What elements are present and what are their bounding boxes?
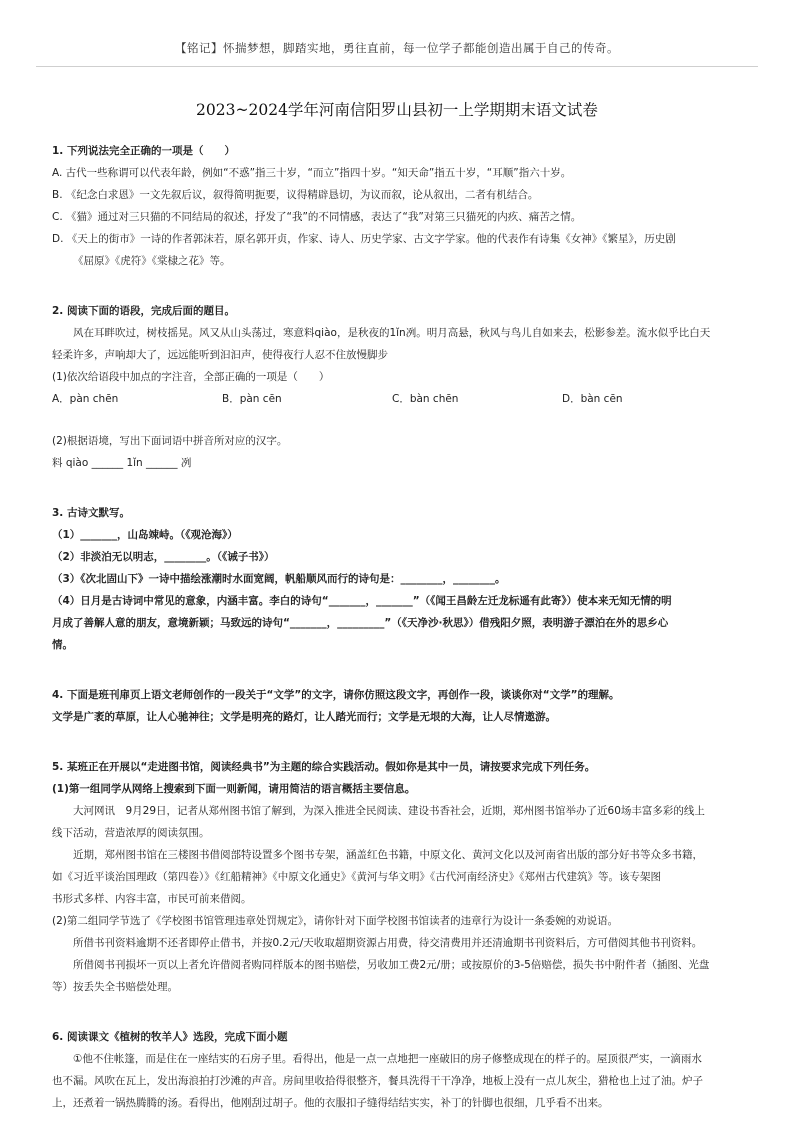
- q2-pinyin-blanks: 料 qiào ______ 1ǐn ______ 冽: [52, 457, 192, 469]
- q3-item-4: （4）日月是古诗词中常见的意象，内涵丰富。李白的诗句“_______，_______”（《闻王昌龄左迁龙标遥有此寄》）使本来无知无情的明: [52, 595, 672, 607]
- question-2-heading: 2. 阅读下面的语段，完成后面的题目。: [52, 305, 235, 317]
- q4-sample-text: 文学是广袤的草原，让人心驰神往；文学是明亮的路灯，让人踏光而行；文学是无垠的大海，让人尽情遨游。: [52, 711, 556, 723]
- q5-rule-2-continued: 等）按丢失全书赔偿处理。: [52, 981, 178, 993]
- question-1-heading: 1. 下列说法完全正确的一项是（ ）: [52, 145, 235, 157]
- question-2: [52, 300, 742, 474]
- q3-item-4-end: 情。: [52, 639, 73, 651]
- q5-subquestion-1: (1)第一组同学从网络上搜索到下面一则新闻，请用简洁的语言概括主要信息。: [52, 783, 416, 795]
- q2-option-a: A．pàn chēn: [52, 393, 119, 405]
- q3-item-4-continued: 月成了善解人意的朋友，意境新颖；马致远的诗句“_______，_________”（《天净沙·秋思》）借残阳夕照，表明游子漂泊在外的思乡心: [52, 617, 669, 629]
- q3-item-1: （1）_______，山岛竦峙。（《观沧海》）: [52, 529, 238, 541]
- question-4: [52, 684, 742, 728]
- question-6: [52, 1026, 742, 1114]
- q2-option-b: B．pàn cēn: [222, 393, 282, 405]
- q1-option-d: D. 《天上的街市》一诗的作者郭沫若，原名郭开贞，作家、诗人、历史学家、古文字学家。他的代表作有诗集《女神》《繁星》，历史剧: [52, 233, 676, 245]
- page-title: 2023~2024学年河南信阳罗山县初一上学期期末语文试卷: [196, 101, 598, 119]
- q1-option-d-continued: 《屈原》《虎符》《棠棣之花》等。: [73, 255, 231, 267]
- question-5-heading: 5. 某班正在开展以“走进图书馆，阅读经典书”为主题的综合实践活动。假如你是其中一员，请按要求完成下列任务。: [52, 761, 596, 773]
- question-5: [52, 756, 742, 998]
- q3-item-2: （2）非淡泊无以明志，________。（《诫子书》）: [52, 551, 275, 563]
- q1-option-c: C. 《猫》通过对三只猫的不同结局的叙述，抒发了“我”的不同情感，表达了“我”对第三只猫死的内疚、痛苦之情。: [52, 211, 582, 223]
- q5-news-para-1-continued: 线下活动，营造浓厚的阅读氛围。: [52, 827, 210, 839]
- q6-passage-line-2: 也不漏。风吹在瓦上，发出海浪拍打沙滩的声音。房间里收拾得很整齐，餐具洗得干干净净，地板上没有一点儿灰尘，猎枪也上过了油。炉子: [52, 1075, 703, 1087]
- q5-news-para-1: 大河网讯 9月29日，记者从郑州图书馆了解到，为深入推进全民阅读、建设书香社会，近期，郑州图书馆举办了近60场丰富多彩的线上: [73, 805, 705, 817]
- q2-passage-line-1: 风在耳畔吹过，树枝摇晃。风又从山头荡过，寒意料qiào，是秋夜的1ǐn冽。明月高悬，秋风与鸟儿自如来去，松影参差。流水似乎比白天: [73, 327, 711, 339]
- q2-options: [52, 388, 742, 410]
- q3-item-3: （3）《次北固山下》一诗中描绘涨潮时水面宽阔，帆船顺风而行的诗句是：________，________。: [52, 573, 506, 585]
- q5-news-para-2: 近期，郑州图书馆在三楼图书借阅部特设置多个图书专架，涵盖红色书籍，中原文化、黄河文化以及河南省出版的部分好书等众多书籍，: [73, 849, 703, 861]
- q1-option-a: A. 古代一些称谓可以代表年龄，例如“不惑”指三十岁，“而立”指四十岁。“知天命”指五十岁，“耳顺”指六十岁。: [52, 167, 572, 179]
- q5-news-para-2-continued: 如《习近平谈治国理政（第四卷）》《红船精神》《中原文化通史》《黄河与华文明》《古代河南经济史》《郑州古代建筑》等。该专架图: [52, 871, 661, 883]
- q5-subquestion-2: (2)第二组同学节选了《学校图书馆管理违章处罚规定》，请你针对下面学校图书馆读者的违章行为设计一条委婉的劝说语。: [52, 915, 619, 927]
- question-4-heading: 4. 下面是班刊扉页上语文老师创作的一段关于“文学”的文字，请你仿照这段文字，再创作一段，谈谈你对“文学”的理解。: [52, 689, 620, 701]
- q2-subquestion-1: (1)依次给语段中加点的字注音，全部正确的一项是（ ）: [52, 371, 330, 383]
- exam-content: [52, 140, 742, 1114]
- q1-option-b: B. 《纪念白求恩》一文先叙后议，叙得简明扼要，议得精辟恳切，为议而叙，论从叙出，二者有机结合。: [52, 189, 539, 201]
- header-divider: [36, 66, 758, 67]
- q2-option-c: C．bàn chēn: [392, 393, 459, 405]
- question-3-heading: 3. 古诗文默写。: [52, 507, 130, 519]
- q2-subquestion-2: (2)根据语境，写出下面词语中拼音所对应的汉字。: [52, 435, 288, 447]
- question-3: [52, 502, 742, 656]
- q2-passage-line-2: 轻柔许多，声响却大了，远远能听到汩汩声，使得夜行人忍不住放慢脚步: [52, 349, 388, 361]
- q5-news-para-2-end: 书形式多样、内容丰富，市民可前来借阅。: [52, 893, 252, 905]
- question-6-heading: 6. 阅读课文《植树的牧羊人》选段，完成下面小题: [52, 1031, 288, 1043]
- q5-rule-1: 所借书刊资料逾期不还者即停止借书，并按0.2元/天收取超期资源占用费，待交清费用并还清逾期书刊资料后，方可借阅其他书刊资料。: [73, 937, 703, 949]
- question-1: [52, 140, 742, 272]
- q2-option-d: D．bàn cēn: [562, 393, 623, 405]
- q5-rule-2: 所借阅书刊损坏一页以上者允许借阅者购同样版本的图书赔偿，另收加工费2元/册；或按原价的3-5倍赔偿，损失书中附件者（插图、光盘: [73, 959, 710, 971]
- q6-passage-line-3: 上，还煮着一锅热腾腾的汤。看得出，他刚刮过胡子。他的衣服扣子缝得结结实实，补丁的针脚也很细，几乎看不出来。: [52, 1097, 609, 1109]
- q6-passage-line-1: ①他不住帐篷，而是住在一座结实的石房子里。看得出，他是一点一点地把一座破旧的房子修整成现在的样子的。屋顶很严实，一滴雨水: [73, 1053, 702, 1065]
- motto-banner: 【铭记】怀揣梦想，脚踏实地，勇往直前，每一位学子都能创造出属于自己的传奇。: [175, 41, 619, 55]
